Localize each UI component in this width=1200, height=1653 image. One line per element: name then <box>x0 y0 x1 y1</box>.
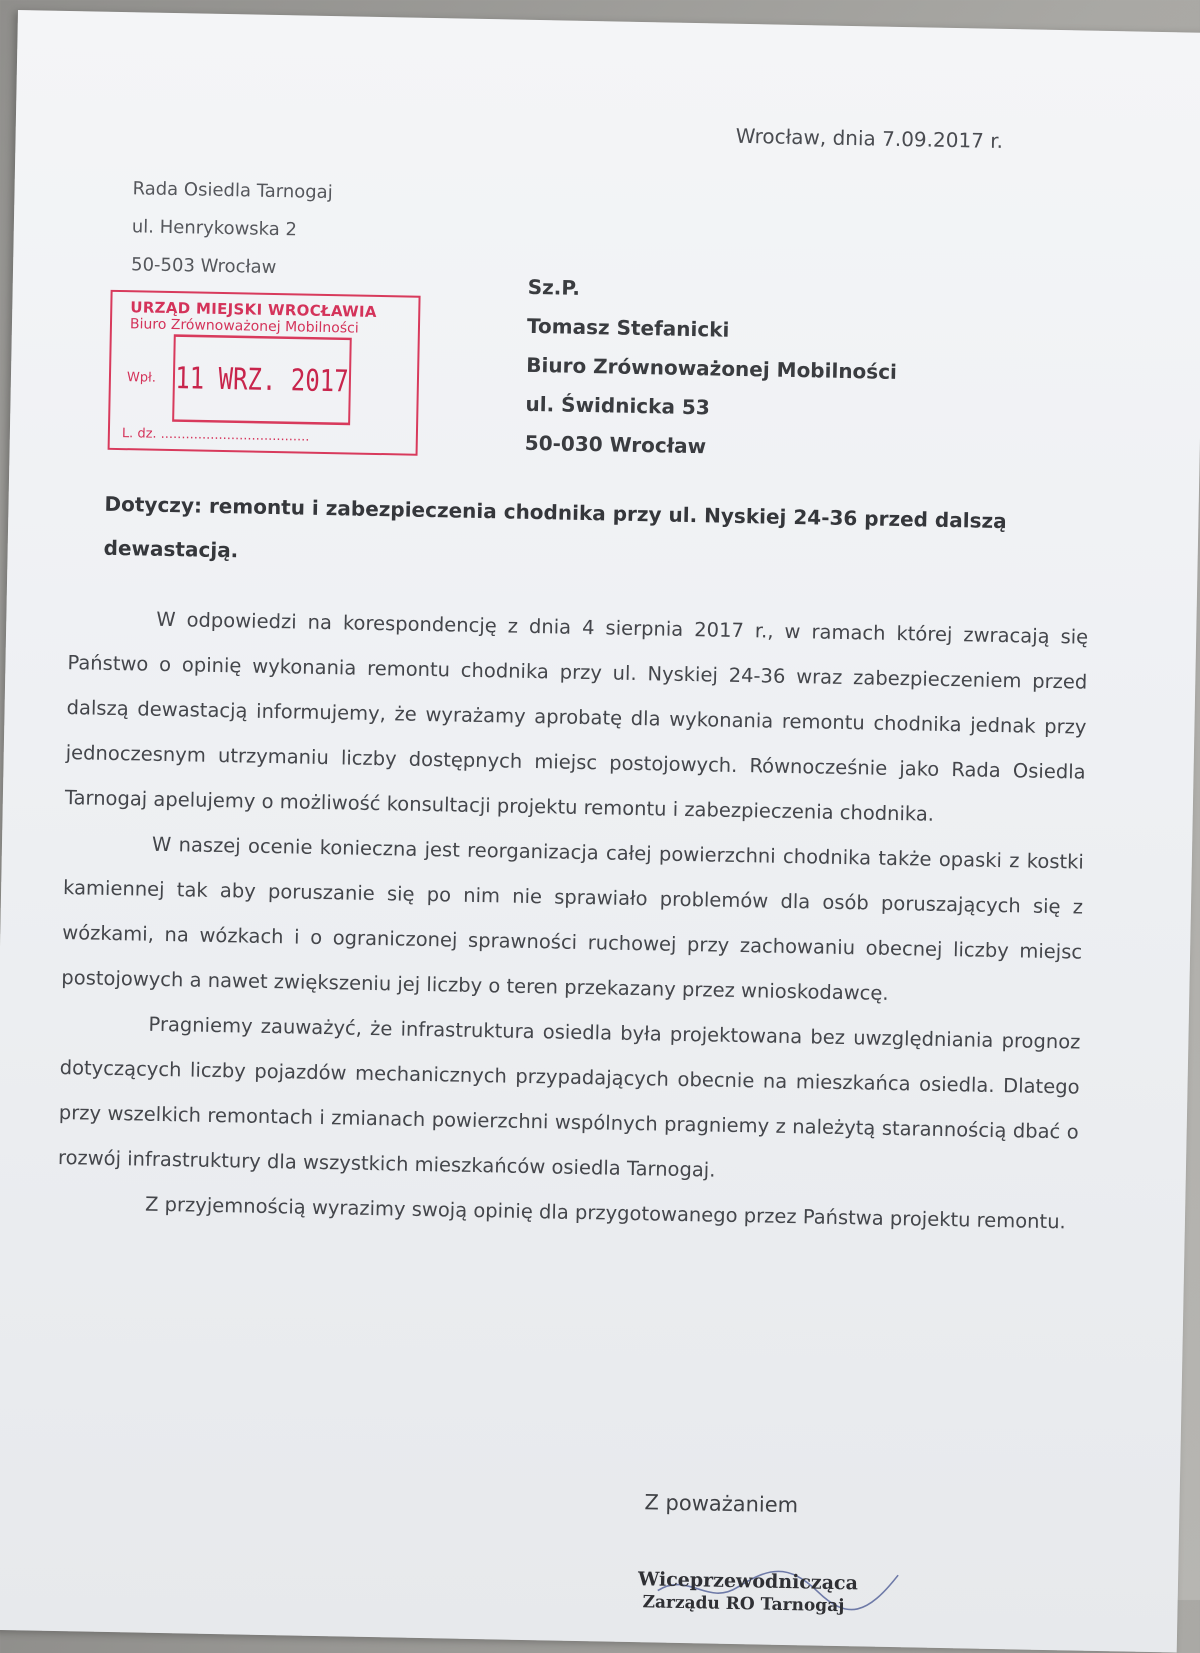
sender-city: 50-503 Wrocław <box>130 254 277 279</box>
sender-name: Rada Osiedla Tarnogaj <box>132 178 333 204</box>
sender-street: ul. Henrykowska 2 <box>131 216 298 241</box>
addressee-office: Biuro Zrównoważonej Mobilności <box>526 352 898 384</box>
addressee-street: ul. Świdnicka 53 <box>525 391 710 420</box>
signature-organization: Zarządu RO Tarnogaj <box>642 1592 845 1617</box>
paragraph: W naszej ocenie konieczna jest reorganizacja całej powierzchni chodnika także opaski z kostki kamiennej tak aby poruszanie się po nim nie sprawiało problemów dla osób poruszających się z wózkami, na wózkach i o ograniczonej sprawności ruchowej przy zachowaniu obecnej liczby miejsc postojowych a nawet zwiększeniu jej liczby o teren przekazany przez wnioskodawcę. <box>61 832 1085 1005</box>
letter-subject: Dotyczy: remontu i zabezpieczenia chodnika przy ul. Nyskiej 24-36 przed dalszą dewastacją. <box>103 491 1007 563</box>
received-stamp <box>108 290 421 456</box>
stamp-received-label: Wpł. <box>126 370 157 386</box>
letter-date: Wrocław, dnia 7.09.2017 r. <box>735 123 1004 153</box>
letter-body <box>57 595 1089 1244</box>
addressee-address <box>524 268 898 470</box>
paragraph: W odpowiedzi na korespondencję z dnia 4 sierpnia 2017 r., w ramach której zwracają się Państwo o opinię wykonania remontu chodnika przy ul. Nyskiej 24-36 wraz zabezpieczeniem przed dalszą dewastacją informujemy, że wyrażamy aprobatę dla wykonania remontu chodnika jednak przy jednoczesnym utrzymaniu liczby dostępnych miejsc postojowych. Równocześnie jako Rada Osiedla Tarnogaj apelujemy o możliwość konsultacji projektu remontu i zabezpieczenia chodnika. <box>64 607 1089 826</box>
addressee-name: Tomasz Stefanicki <box>526 313 730 342</box>
stamp-organization: URZĄD MIEJSKI WROCŁAWIA <box>130 298 377 321</box>
stamp-ref-label: L. dz. .................................... <box>121 426 310 445</box>
paragraph: Z przyjemnością wyrazimy swoją opinię dla przygotowanego przez Państwa projektu remontu. <box>144 1192 1066 1234</box>
signature-role: Wiceprzewodnicząca <box>637 1568 859 1595</box>
stamp-department: Biuro Zrównoważonej Mobilności <box>129 316 359 337</box>
letter-sheet <box>0 10 1200 1653</box>
addressee-salutation: Sz.P. <box>527 274 581 300</box>
paragraph: Pragniemy zauważyć, że infrastruktura osiedla była projektowana bez uwzględniania prognoz dotyczących liczby pojazdów mechanicznych przypadających obecnie na mieszkańca osiedla. Dlatego przy wszelkich remontach i zmianach powierzchni wspólnych pragniemy z należytą starannością dbać o rozwój infrastruktury dla wszystkich mieszkańców osiedla Tarnogaj. <box>57 1012 1081 1182</box>
stamp-received-date: 11 WRZ. 2017 <box>172 334 352 425</box>
addressee-city: 50-030 Wrocław <box>524 430 707 459</box>
sender-address <box>131 170 333 288</box>
closing-phrase: Z poważaniem <box>644 1490 799 1518</box>
